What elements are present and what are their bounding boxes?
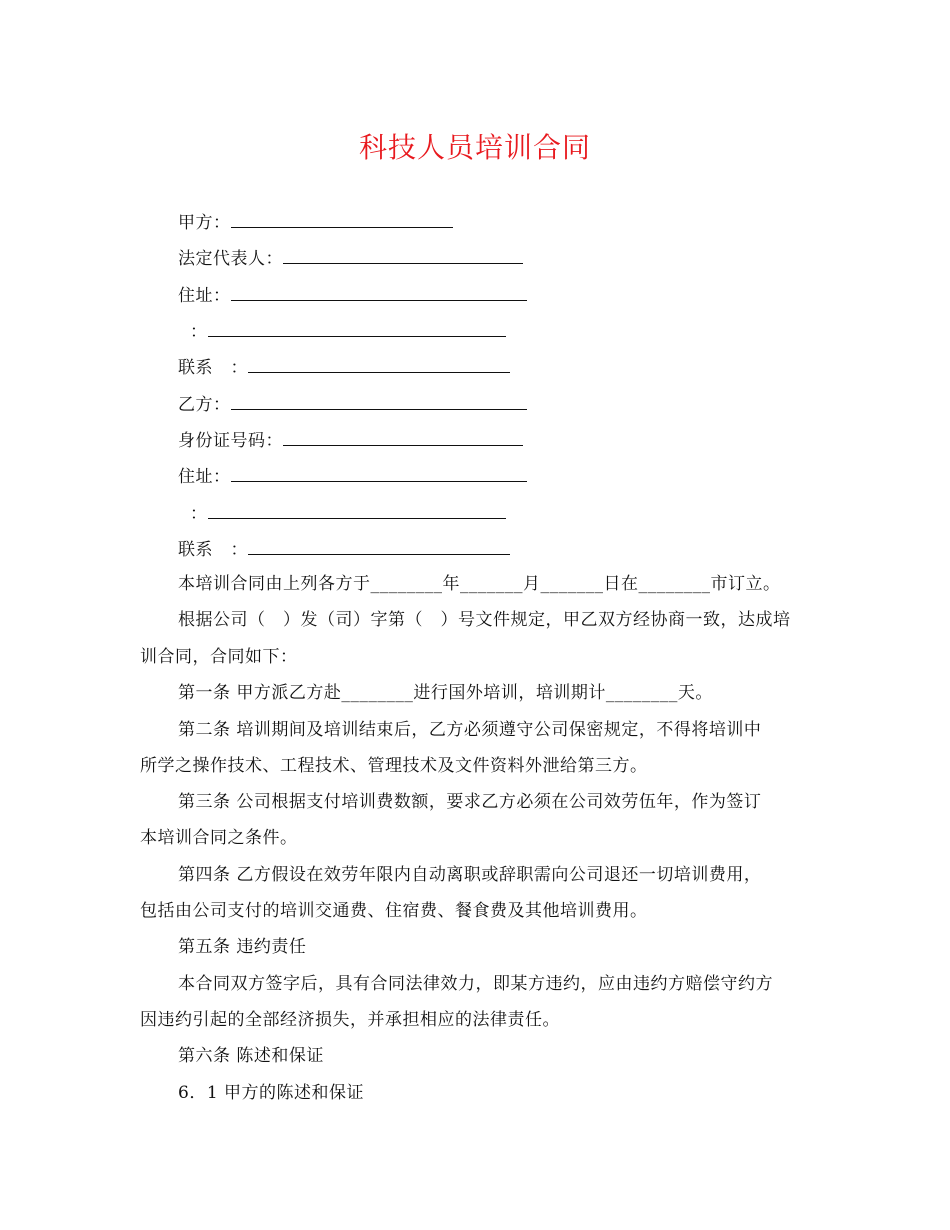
id-number-field [178, 427, 523, 453]
article-2-line2: 所学之操作技术、工程技术、管理技术及文件资料外泄给第三方。 [140, 756, 648, 776]
legal-rep-blank[interactable] [283, 245, 523, 264]
unlabeled-field-b [190, 500, 506, 526]
article-4-line1: 第四条 乙方假设在效劳年限内自动离职或辞职需向公司退还一切培训费用， [178, 865, 762, 885]
article-1: 第一条 甲方派乙方赴________进行国外培训，培训期计________天。 [178, 683, 713, 703]
address-b-blank[interactable] [231, 463, 527, 482]
address-a-label: 住址： [178, 286, 231, 306]
address-a-blank[interactable] [231, 282, 527, 301]
unlabeled-field-a [190, 318, 506, 344]
article-5-line1: 本合同双方签字后，具有合同法律效力，即某方违约，应由违约方赔偿守约方 [178, 974, 773, 994]
legal-rep-field [178, 245, 523, 271]
id-number-label: 身份证号码： [178, 431, 283, 451]
unlabeled-field-a-label: ： [190, 322, 208, 342]
paragraph-basis-line1: 根据公司（ ）发（司）字第（ ）号文件规定，甲乙双方经协商一致，达成培 [178, 610, 791, 630]
contact-b-blank[interactable] [248, 536, 510, 555]
article-3-line1: 第三条 公司根据支付培训费数额，要求乙方必须在公司效劳伍年，作为签订 [178, 792, 762, 812]
article-4-line2: 包括由公司支付的培训交通费、住宿费、餐食费及其他培训费用。 [140, 901, 648, 921]
contact-b-field [178, 536, 510, 562]
party-b-label: 乙方： [178, 395, 231, 415]
party-a-blank[interactable] [231, 209, 453, 228]
contact-a-label: 联系 ： [178, 358, 248, 378]
article-5-heading: 第五条 违约责任 [178, 937, 307, 957]
party-b-field [178, 391, 527, 417]
party-a-field [178, 209, 453, 235]
article-5-line2: 因违约引起的全部经济损失，并承担相应的法律责任。 [140, 1010, 560, 1030]
unlabeled-field-a-blank[interactable] [208, 318, 506, 337]
article-6-heading: 第六条 陈述和保证 [178, 1046, 324, 1066]
address-b-label: 住址： [178, 467, 231, 487]
paragraph-signing-date: 本培训合同由上列各方于________年_______月_______日在________市订立。 [178, 574, 781, 594]
document-title: 科技人员培训合同 [358, 131, 591, 164]
address-b-field [178, 463, 527, 489]
contact-a-field [178, 354, 510, 380]
paragraph-basis-line2: 训合同，合同如下： [140, 647, 298, 667]
party-a-label: 甲方： [178, 213, 231, 233]
contact-a-blank[interactable] [248, 354, 510, 373]
legal-rep-label: 法定代表人： [178, 249, 283, 269]
unlabeled-field-b-label: ： [190, 504, 208, 524]
address-a-field [178, 282, 527, 308]
section-6-1-heading: 6．1 甲方的陈述和保证 [178, 1083, 365, 1103]
article-3-line2: 本培训合同之条件。 [140, 828, 298, 848]
unlabeled-field-b-blank[interactable] [208, 500, 506, 519]
article-2-line1: 第二条 培训期间及培训结束后，乙方必须遵守公司保密规定，不得将培训中 [178, 720, 762, 740]
id-number-blank[interactable] [283, 427, 523, 446]
contact-b-label: 联系 ： [178, 540, 248, 560]
party-b-blank[interactable] [231, 391, 527, 410]
